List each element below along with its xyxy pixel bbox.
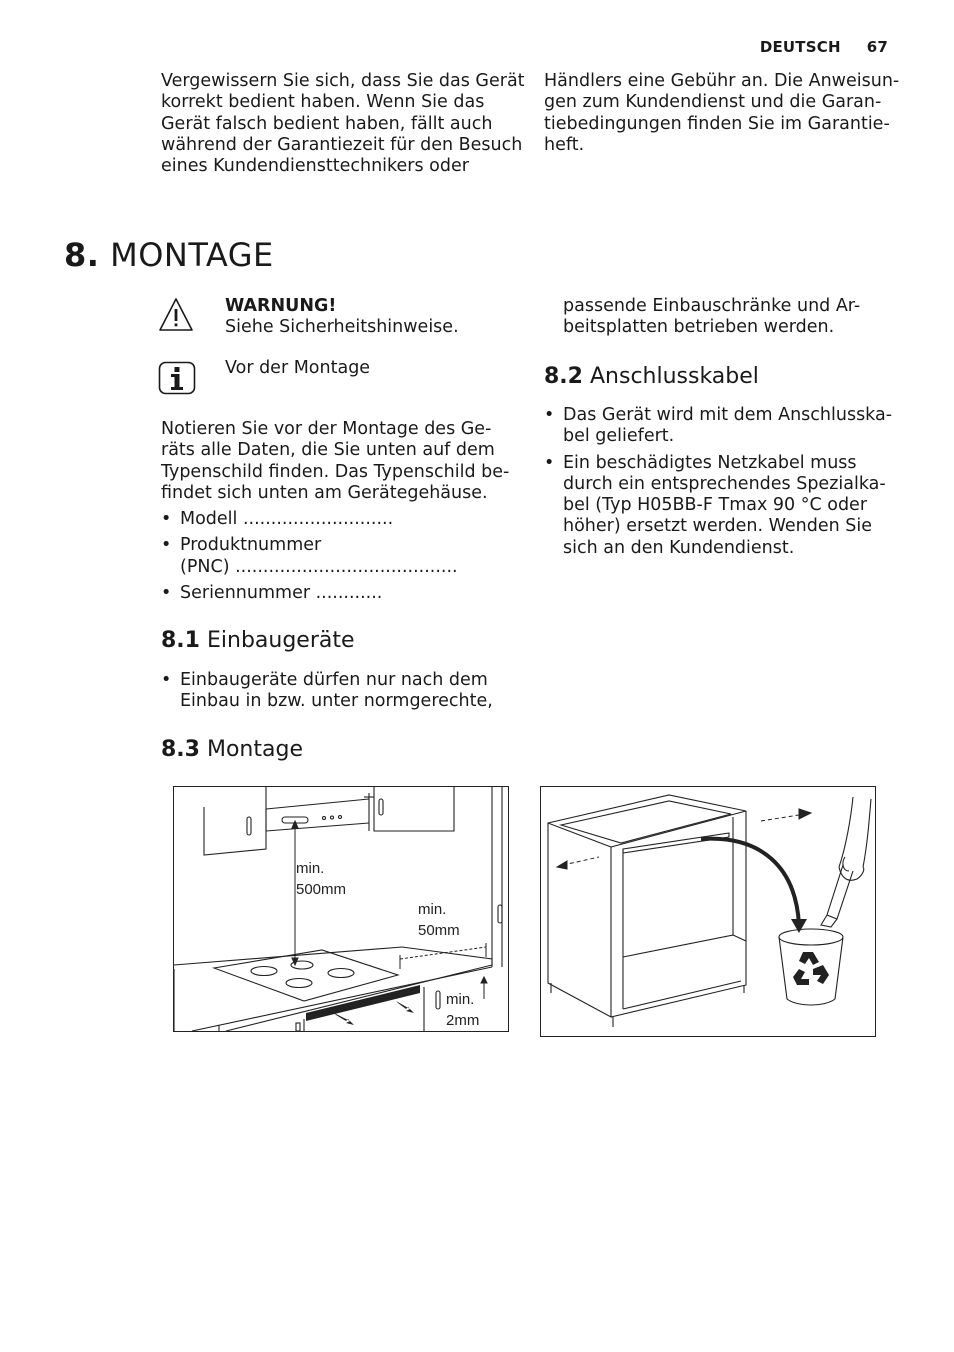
page-number: 67: [866, 38, 888, 56]
intro-left-line: Gerät falsch bedient haben, fällt auch: [161, 113, 493, 134]
intro-right-line: heft.: [544, 134, 585, 155]
section-8-1-continued-line: beitsplatten betrieben werden.: [563, 317, 835, 338]
clearance-2-label-a: min.: [446, 991, 475, 1008]
section-8-2-item-text: • Ein beschädigtes Netzkabel muss: [563, 452, 857, 473]
section-8-2-item-text: sich an den Kundendienst.: [563, 537, 795, 558]
info-text: Vor der Montage: [225, 358, 371, 378]
warning-block: [225, 296, 459, 339]
clearance-2-label-b: 2mm: [446, 1012, 480, 1029]
section-8-3-heading: [161, 737, 303, 762]
notes-line: Typenschild finden. Das Typenschild be-: [161, 461, 510, 482]
chapter-number: 8.: [64, 236, 100, 274]
section-8-1-item-text: • Einbaugeräte dürfen nur nach dem: [180, 670, 488, 690]
section-8-1-item: [161, 670, 493, 713]
section-8-2-item-text: • Das Gerät wird mit dem Anschlusska-: [563, 405, 893, 425]
warning-text: Siehe Sicherheitshinweise.: [225, 317, 459, 338]
intro-right-line: tiebedingungen finden Sie im Garantie-: [544, 113, 890, 134]
section-8-1-continued: [563, 296, 860, 339]
intro-right-line: gen zum Kundendienst und die Garan-: [544, 92, 882, 113]
data-field-item: [161, 509, 458, 530]
clearance-500-label-a: min.: [296, 860, 325, 877]
clearance-50-label-b: 50mm: [418, 922, 460, 939]
intro-left-line: korrekt bedient haben. Wenn Sie das: [161, 92, 485, 113]
section-8-2-list: [544, 405, 892, 564]
section-8-1-title: Einbaugeräte: [206, 628, 355, 653]
installation-clearance-figure: [173, 786, 509, 1032]
cabinet-removal-figure: [540, 786, 876, 1037]
data-field-item-text: • Seriennummer ............: [180, 582, 383, 603]
section-8-2-item: [544, 405, 892, 448]
section-8-2-item-text: durch ein entsprechendes Spezialka-: [563, 473, 886, 494]
info-icon: [158, 361, 196, 395]
section-8-1-number: 8.1: [161, 628, 200, 653]
notes-paragraph: [161, 419, 509, 504]
data-field-item-text: • Modell ...........................: [180, 509, 394, 529]
data-field-item-text: (PNC) ........................................: [180, 556, 458, 577]
intro-left-line: Vergewissern Sie sich, dass Sie das Gerät: [161, 71, 525, 91]
section-8-1-continued-line: passende Einbauschränke und Ar-: [563, 296, 861, 316]
intro-left: [161, 71, 525, 177]
intro-right-line: Händlers eine Gebühr an. Die Anweisun-: [544, 71, 900, 91]
section-8-2-title: Anschlusskabel: [589, 364, 759, 389]
intro-right: [544, 71, 899, 156]
section-8-2-number: 8.2: [544, 364, 583, 389]
data-field-item-text: • Produktnummer: [180, 535, 322, 556]
chapter-title: MONTAGE: [110, 236, 274, 274]
section-8-1-heading: [161, 628, 355, 653]
section-8-2-item-text: bel (Typ H05BB-F Tmax 90 °C oder: [563, 495, 868, 516]
page-header: [760, 38, 888, 56]
data-field-item: [161, 583, 458, 604]
notes-line: räts alle Daten, die Sie unten auf dem: [161, 440, 495, 461]
intro-left-line: während der Garantiezeit für den Besuch: [161, 134, 523, 155]
warning-title: WARNUNG!: [225, 296, 337, 316]
section-8-2-item: [544, 453, 892, 559]
header-section: DEUTSCH: [759, 38, 841, 56]
warning-triangle-icon: [157, 296, 195, 334]
section-8-1-item-text: Einbau in bzw. unter normgerechte,: [180, 691, 493, 712]
section-8-2-item-text: höher) ersetzt werden. Wenden Sie: [563, 516, 873, 537]
notes-list: [161, 509, 458, 609]
notes-line: Notieren Sie vor der Montage des Ge-: [161, 419, 492, 439]
notes-line: findet sich unten am Gerätegehäuse.: [161, 482, 488, 503]
data-field-item: [161, 535, 458, 578]
clearance-500-label-b: 500mm: [296, 881, 347, 898]
clearance-50-label-a: min.: [418, 901, 447, 918]
section-8-2-heading: [544, 364, 759, 389]
section-8-1-list: [161, 670, 493, 718]
intro-left-line: eines Kundendiensttechnikers oder: [161, 156, 469, 177]
chapter-heading: [64, 236, 274, 274]
section-8-3-number: 8.3: [161, 737, 200, 762]
recycle-icon: [793, 952, 829, 985]
section-8-3-title: Montage: [206, 737, 303, 762]
section-8-2-item-text: bel geliefert.: [563, 426, 675, 447]
